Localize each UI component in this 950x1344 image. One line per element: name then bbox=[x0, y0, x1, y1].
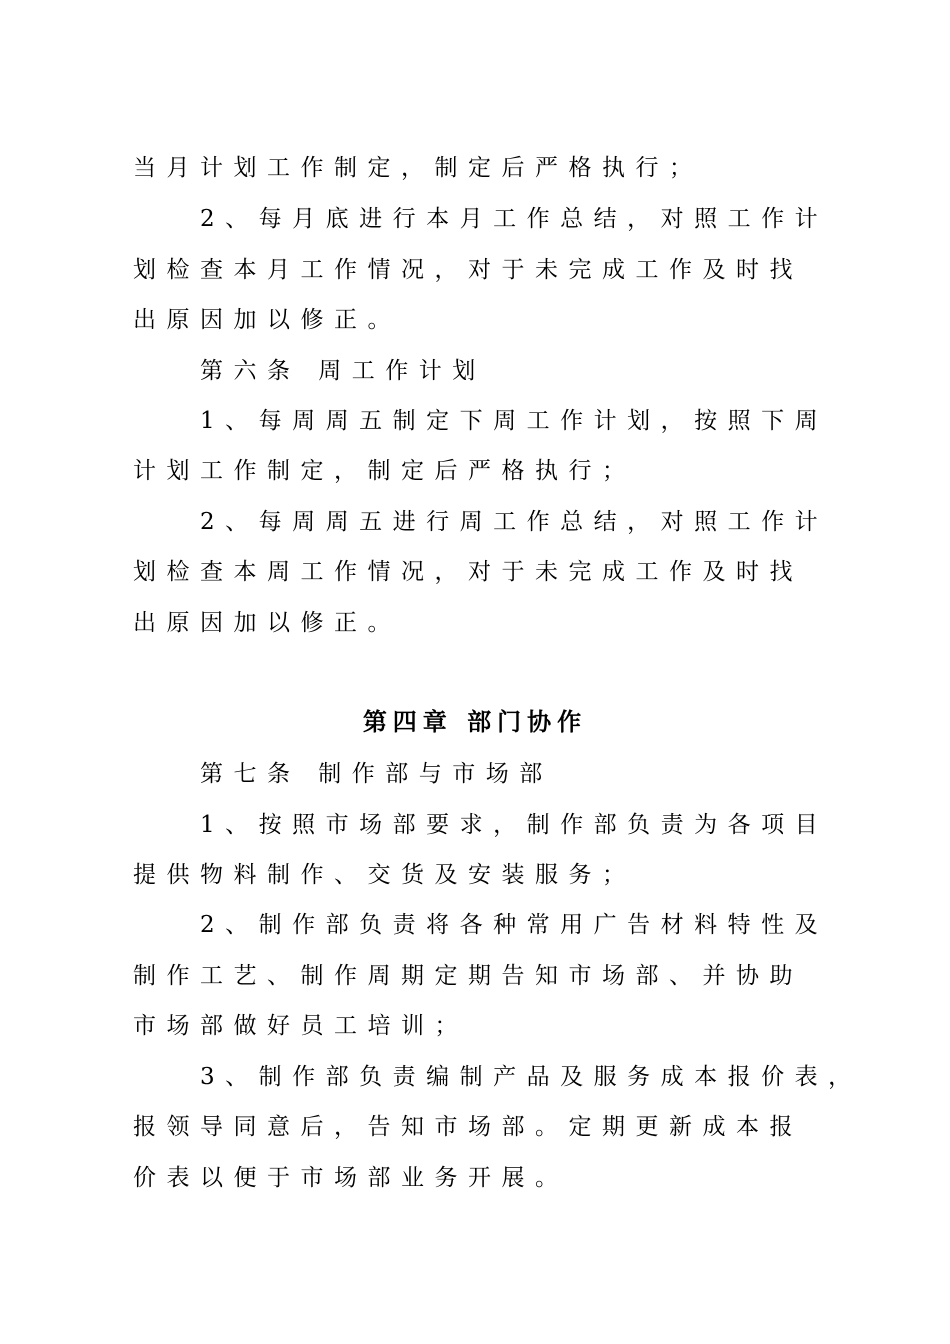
paragraph-line: 提供物料制作、交货及安装服务； bbox=[133, 862, 636, 888]
paragraph-line: 1、每周周五制定下周工作计划，按照下周 bbox=[200, 408, 829, 434]
paragraph-line: 划检查本月工作情况，对于未完成工作及时找 bbox=[133, 257, 803, 283]
article-title: 第六条 周工作计划 bbox=[200, 358, 486, 384]
paragraph-line: 制作工艺、制作周期定期告知市场部、并协助 bbox=[133, 963, 803, 989]
paragraph-line: 价表以便于市场部业务开展。 bbox=[133, 1165, 569, 1191]
paragraph-line: 1、按照市场部要求，制作部负责为各项目 bbox=[200, 812, 829, 838]
paragraph-line: 划检查本周工作情况，对于未完成工作及时找 bbox=[133, 559, 803, 585]
article-title: 第七条 制作部与市场部 bbox=[200, 761, 553, 787]
paragraph-line: 报领导同意后，告知市场部。定期更新成本报 bbox=[133, 1114, 803, 1140]
paragraph-line: 出原因加以修正。 bbox=[133, 610, 401, 636]
paragraph-line: 2、每周周五进行周工作总结，对照工作计 bbox=[200, 509, 829, 535]
paragraph-line: 计划工作制定，制定后严格执行； bbox=[133, 458, 636, 484]
paragraph-line: 3、制作部负责编制产品及服务成本报价表， bbox=[200, 1064, 862, 1090]
paragraph-line: 出原因加以修正。 bbox=[133, 307, 401, 333]
paragraph-line: 市场部做好员工培训； bbox=[133, 1013, 468, 1039]
paragraph-line: 当月计划工作制定，制定后严格执行； bbox=[133, 155, 703, 181]
paragraph-line: 2、制作部负责将各种常用广告材料特性及 bbox=[200, 912, 829, 938]
paragraph-line: 2、每月底进行本月工作总结，对照工作计 bbox=[200, 206, 829, 232]
chapter-heading: 第四章 部门协作 bbox=[362, 708, 588, 736]
